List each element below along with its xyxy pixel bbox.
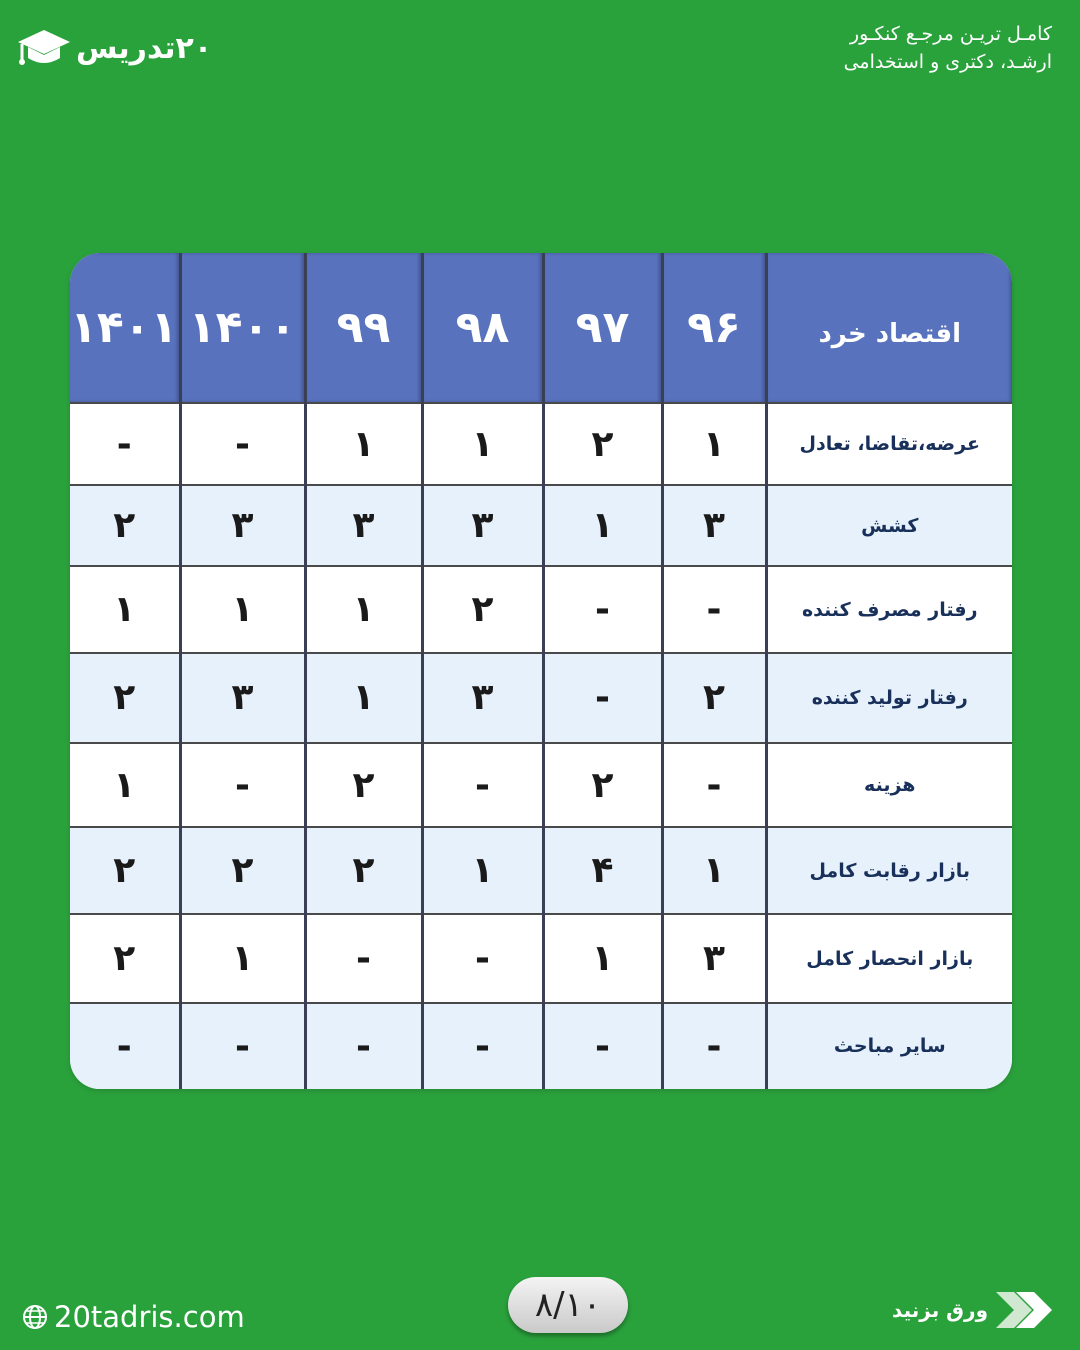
- value-cell: -: [662, 1003, 766, 1089]
- graduation-cap-icon: [16, 26, 72, 70]
- exam-topic-table: [70, 253, 1012, 1089]
- table-row: [70, 827, 1012, 914]
- topic-cell: عرضه،تقاضا، تعادل: [766, 403, 1012, 485]
- topic-cell: کشش: [766, 485, 1012, 566]
- value-cell: ۳: [422, 485, 543, 566]
- value-cell: -: [180, 743, 305, 827]
- brand-logo: [16, 26, 212, 70]
- value-cell: ۱: [180, 914, 305, 1002]
- topic-cell: بازار انحصار کامل: [766, 914, 1012, 1002]
- value-cell: ۲: [543, 403, 662, 485]
- table-row: [70, 485, 1012, 566]
- value-cell: ۳: [662, 914, 766, 1002]
- table-row: [70, 914, 1012, 1002]
- table-row: [70, 743, 1012, 827]
- value-cell: -: [662, 743, 766, 827]
- value-cell: ۲: [70, 485, 180, 566]
- value-cell: -: [70, 1003, 180, 1089]
- topic-cell: هزینه: [766, 743, 1012, 827]
- value-cell: ۱: [662, 403, 766, 485]
- topic-cell: رفتار مصرف کننده: [766, 566, 1012, 652]
- value-cell: ۱: [305, 403, 422, 485]
- value-cell: -: [70, 403, 180, 485]
- value-cell: ۱: [305, 566, 422, 652]
- value-cell: -: [180, 403, 305, 485]
- topic-cell: بازار رقابت کامل: [766, 827, 1012, 914]
- swipe-next-button[interactable]: [892, 1290, 1054, 1330]
- value-cell: ۲: [305, 827, 422, 914]
- value-cell: ۱: [543, 485, 662, 566]
- value-cell: ۱: [422, 403, 543, 485]
- value-cell: ۳: [180, 653, 305, 743]
- value-cell: ۲: [180, 827, 305, 914]
- value-cell: ۱: [662, 827, 766, 914]
- website-link[interactable]: [22, 1300, 245, 1334]
- page-indicator: ۸/۱۰: [508, 1277, 628, 1333]
- value-cell: ۱: [305, 653, 422, 743]
- value-cell: -: [662, 566, 766, 652]
- table-header-row: [70, 253, 1012, 403]
- value-cell: ۳: [422, 653, 543, 743]
- value-cell: ۲: [70, 827, 180, 914]
- value-cell: -: [543, 653, 662, 743]
- value-cell: -: [180, 1003, 305, 1089]
- year-header: ۱۴۰۰: [180, 253, 305, 403]
- value-cell: ۲: [70, 914, 180, 1002]
- year-header: ۹۹: [305, 253, 422, 403]
- value-cell: -: [305, 1003, 422, 1089]
- table-row: [70, 403, 1012, 485]
- value-cell: ۲: [422, 566, 543, 652]
- value-cell: ۱: [70, 566, 180, 652]
- double-chevron-right-icon: [992, 1290, 1054, 1330]
- value-cell: -: [422, 1003, 543, 1089]
- value-cell: ۳: [180, 485, 305, 566]
- year-header: ۱۴۰۱: [70, 253, 180, 403]
- logo-text: ۲۰تدریس: [76, 30, 213, 66]
- swipe-label: ورق بزنید: [892, 1298, 988, 1322]
- table-row: [70, 1003, 1012, 1089]
- topic-cell: رفتار تولید کننده: [766, 653, 1012, 743]
- value-cell: ۱: [543, 914, 662, 1002]
- topic-cell: سایر مباحث: [766, 1003, 1012, 1089]
- value-cell: ۳: [662, 485, 766, 566]
- value-cell: ۳: [305, 485, 422, 566]
- value-cell: ۱: [180, 566, 305, 652]
- value-cell: ۲: [305, 743, 422, 827]
- subject-header: اقتصاد خرد: [766, 253, 1012, 403]
- header-tagline: [844, 20, 1052, 76]
- value-cell: -: [305, 914, 422, 1002]
- value-cell: ۲: [70, 653, 180, 743]
- value-cell: ۴: [543, 827, 662, 914]
- value-cell: -: [543, 1003, 662, 1089]
- value-cell: -: [543, 566, 662, 652]
- tagline-line-1: کامـل تریـن مرجـع کنکـور: [849, 23, 1052, 45]
- value-cell: -: [422, 914, 543, 1002]
- year-header: ۹۶: [662, 253, 766, 403]
- year-header: ۹۸: [422, 253, 543, 403]
- topic-frequency-table: [70, 253, 1012, 1089]
- value-cell: ۲: [662, 653, 766, 743]
- value-cell: -: [422, 743, 543, 827]
- value-cell: ۱: [422, 827, 543, 914]
- table-row: [70, 566, 1012, 652]
- globe-icon: [22, 1304, 48, 1330]
- value-cell: ۲: [543, 743, 662, 827]
- year-header: ۹۷: [543, 253, 662, 403]
- value-cell: ۱: [70, 743, 180, 827]
- website-text: 20tadris.com: [54, 1300, 245, 1334]
- tagline-line-2: ارشـد، دکتری و استخدامی: [843, 51, 1052, 73]
- table-row: [70, 653, 1012, 743]
